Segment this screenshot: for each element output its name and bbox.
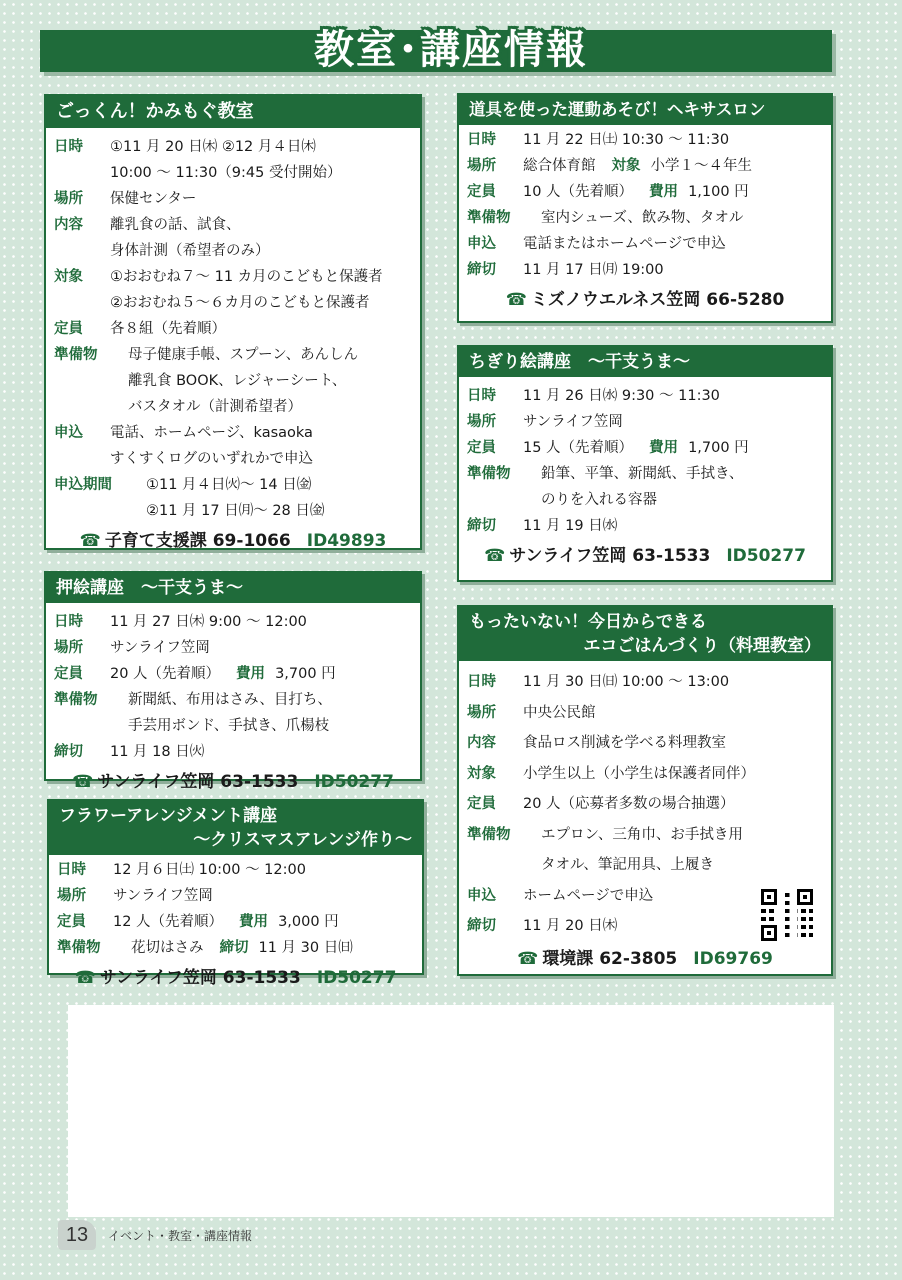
detail-value bbox=[523, 231, 823, 257]
detail-line: 各８組（先着順） bbox=[110, 321, 226, 337]
detail-label: 日時 bbox=[467, 132, 496, 148]
detail-extra-label: 対象 bbox=[611, 158, 641, 174]
detail-value bbox=[523, 728, 823, 759]
section-name: イベント・教室・講座情報 bbox=[108, 1228, 253, 1243]
detail-label: 締切 bbox=[467, 518, 496, 534]
detail-line: ①おおむね７～ 11 カ月のこどもと保護者 bbox=[110, 269, 383, 285]
detail-extra-label: 費用 bbox=[649, 440, 679, 456]
detail-line: 11 月 26 日㈬ 9:30 ～ 11:30 bbox=[523, 388, 720, 404]
course-title bbox=[49, 801, 422, 855]
detail-label: 場所 bbox=[54, 191, 83, 207]
detail-row bbox=[467, 435, 823, 461]
detail-value bbox=[523, 153, 823, 179]
detail-line: ②おおむね５～６カ月のこどもと保護者 bbox=[110, 295, 370, 311]
detail-line: 20 人（先着順） bbox=[110, 666, 221, 682]
course-title-main: フラワーアレンジメント講座 bbox=[59, 806, 278, 826]
detail-line: 新聞紙、布用はさみ、目打ち、 bbox=[128, 692, 332, 708]
detail-label: 定員 bbox=[467, 796, 496, 812]
detail-label: 場所 bbox=[467, 414, 496, 430]
detail-label: 場所 bbox=[467, 158, 496, 174]
detail-label: 準備物 bbox=[54, 692, 98, 708]
detail-label: 対象 bbox=[54, 269, 83, 285]
detail-line: 母子健康手帳、スプーン、あんしん bbox=[128, 347, 359, 363]
detail-line: 10 人（先着順） bbox=[523, 184, 634, 200]
course-details bbox=[459, 377, 831, 571]
detail-extra-value: 11 月 30 日㈰ bbox=[258, 940, 353, 956]
course-id: ID50277 bbox=[316, 968, 397, 988]
course-id: ID49893 bbox=[306, 531, 387, 551]
detail-value bbox=[523, 179, 823, 205]
detail-row bbox=[54, 134, 412, 186]
detail-row bbox=[57, 935, 414, 961]
course-id: ID50277 bbox=[314, 772, 394, 792]
detail-row bbox=[57, 883, 414, 909]
detail-row bbox=[467, 667, 823, 698]
detail-line: バスタオル（計測希望者） bbox=[128, 399, 302, 415]
detail-extra-value: 小学１～４年生 bbox=[650, 158, 752, 174]
detail-line: 電話またはホームページで申込 bbox=[523, 236, 726, 252]
detail-extra-value: 3,000 円 bbox=[278, 914, 339, 930]
detail-value bbox=[131, 935, 414, 961]
course-details bbox=[46, 128, 420, 556]
detail-label: 定員 bbox=[467, 440, 496, 456]
detail-row bbox=[54, 661, 412, 687]
detail-line: 小学生以上（小学生は保護者同伴） bbox=[523, 765, 755, 782]
detail-value bbox=[110, 609, 412, 635]
detail-label: 対象 bbox=[467, 765, 496, 782]
detail-line: 中央公民館 bbox=[523, 704, 596, 721]
detail-label: 定員 bbox=[467, 184, 496, 200]
detail-value bbox=[523, 409, 823, 435]
detail-row bbox=[467, 383, 823, 409]
contact-line bbox=[54, 526, 412, 556]
course-subtitle: エコごはんづくり（料理教室） bbox=[583, 636, 821, 656]
course-box-eco bbox=[457, 605, 833, 976]
detail-value bbox=[523, 698, 823, 729]
detail-extra-value: 1,100 円 bbox=[688, 184, 749, 200]
detail-value bbox=[110, 134, 412, 186]
course-box-oshie bbox=[44, 571, 422, 792]
detail-extra-value: 1,700 円 bbox=[688, 440, 749, 456]
detail-value bbox=[110, 635, 412, 661]
detail-row bbox=[54, 472, 412, 524]
detail-value bbox=[113, 883, 414, 909]
detail-value bbox=[541, 461, 823, 513]
detail-label: 日時 bbox=[467, 674, 496, 690]
detail-line: 離乳食 BOOK、レジャーシート、 bbox=[128, 373, 347, 389]
detail-line: 電話、ホームページ、kasaoka bbox=[110, 425, 313, 441]
detail-value bbox=[523, 127, 823, 153]
course-subtitle: ～クリスマスアレンジ作り～ bbox=[193, 830, 412, 850]
course-box-flower bbox=[47, 799, 424, 988]
detail-line: 花切はさみ bbox=[131, 940, 204, 956]
contact-line bbox=[467, 944, 823, 974]
detail-label: 内容 bbox=[467, 735, 496, 751]
detail-line: 食品ロス削減を学べる料理教室 bbox=[523, 735, 726, 751]
course-box-chigiri bbox=[457, 345, 833, 582]
detail-line: 11 月 20 日㈭ bbox=[523, 918, 618, 934]
phone-icon: ☎ bbox=[517, 948, 539, 969]
course-id: ID50277 bbox=[726, 546, 806, 566]
detail-row bbox=[57, 909, 414, 935]
contact-text[interactable]: サンライフ笠岡 63-1533 bbox=[99, 968, 301, 988]
detail-label: 申込 bbox=[467, 887, 496, 904]
detail-line: サンライフ笠岡 bbox=[523, 414, 623, 430]
detail-extra-label: 費用 bbox=[239, 914, 269, 930]
detail-line: 15 人（先着順） bbox=[523, 440, 634, 456]
detail-label: 締切 bbox=[467, 262, 496, 278]
detail-row bbox=[54, 687, 412, 739]
detail-line: サンライフ笠岡 bbox=[110, 640, 210, 656]
detail-extra-label: 費用 bbox=[649, 184, 679, 200]
course-details bbox=[46, 603, 420, 797]
detail-label: 日時 bbox=[57, 862, 86, 878]
detail-row bbox=[54, 212, 412, 264]
detail-line: タオル、筆記用具、上履き bbox=[541, 857, 714, 873]
contact-line bbox=[54, 767, 412, 797]
detail-row bbox=[467, 820, 823, 881]
detail-value bbox=[113, 909, 414, 935]
detail-line: すくすくログのいずれかで申込 bbox=[110, 451, 313, 467]
detail-row bbox=[467, 728, 823, 759]
course-details bbox=[459, 125, 831, 315]
detail-row bbox=[54, 186, 412, 212]
detail-line: ①11 月 20 日㈭ ②12 月４日㈭ bbox=[110, 139, 316, 155]
detail-row bbox=[467, 205, 823, 231]
detail-label: 申込期間 bbox=[54, 477, 112, 493]
detail-value bbox=[128, 342, 412, 420]
detail-value bbox=[523, 257, 823, 283]
course-title: 道具を使った運動あそび！ヘキサスロン bbox=[459, 95, 831, 125]
detail-row bbox=[467, 179, 823, 205]
page-title: 教室･講座情報 bbox=[314, 27, 588, 73]
detail-line: 11 月 19 日㈬ bbox=[523, 518, 618, 534]
detail-row bbox=[57, 857, 414, 883]
detail-label: 場所 bbox=[57, 888, 86, 904]
detail-line: 10:00 ～ 11:30（9:45 受付開始） bbox=[110, 165, 342, 181]
detail-value bbox=[523, 513, 823, 539]
detail-line: 11 月 30 日㈰ 10:00 ～ 13:00 bbox=[523, 674, 730, 690]
detail-label: 準備物 bbox=[467, 466, 511, 482]
detail-line: 総合体育館 bbox=[523, 158, 596, 174]
detail-line: 保健センター bbox=[110, 191, 197, 207]
course-title: 押絵講座 ～干支うま～ bbox=[46, 573, 420, 603]
detail-label: 準備物 bbox=[467, 210, 511, 226]
detail-value bbox=[523, 759, 823, 790]
detail-value bbox=[523, 435, 823, 461]
detail-row bbox=[54, 609, 412, 635]
detail-line: のりを入れる容器 bbox=[541, 492, 657, 508]
detail-label: 場所 bbox=[54, 640, 83, 656]
detail-line: 20 人（応募者多数の場合抽選） bbox=[523, 796, 735, 812]
detail-label: 日時 bbox=[54, 139, 83, 155]
contact-line bbox=[467, 285, 823, 315]
detail-value bbox=[110, 420, 412, 472]
course-title: ちぎり絵講座 ～干支うま～ bbox=[459, 347, 831, 377]
detail-line: 12 人（先着順） bbox=[113, 914, 224, 930]
detail-extra-label: 締切 bbox=[219, 940, 249, 956]
detail-line: 11 月 17 日㈪ 19:00 bbox=[523, 262, 664, 278]
detail-row bbox=[54, 316, 412, 342]
page-number: 13 bbox=[58, 1220, 96, 1250]
detail-label: 準備物 bbox=[467, 826, 511, 843]
detail-line: 12 月６日㈯ 10:00 ～ 12:00 bbox=[113, 862, 306, 878]
detail-extra-value: 3,700 円 bbox=[275, 666, 336, 682]
course-id: ID69769 bbox=[693, 948, 773, 969]
contact-text[interactable]: 子育て支援課 69-1066 bbox=[104, 531, 291, 551]
detail-value bbox=[146, 472, 412, 524]
detail-value bbox=[541, 820, 823, 881]
detail-line: 室内シューズ、飲み物、タオル bbox=[541, 210, 744, 226]
detail-label: 申込 bbox=[467, 236, 496, 252]
detail-label: 場所 bbox=[467, 704, 496, 721]
course-title: ごっくん！かみもぐ教室 bbox=[46, 96, 420, 128]
phone-icon: ☎ bbox=[72, 772, 94, 792]
detail-line: サンライフ笠岡 bbox=[113, 888, 213, 904]
detail-label: 定員 bbox=[57, 914, 86, 930]
detail-line: ①11 月４日㈫～ 14 日㈮ bbox=[146, 477, 312, 493]
detail-value bbox=[110, 212, 412, 264]
detail-line: エプロン、三角巾、お手拭き用 bbox=[541, 826, 743, 843]
course-box-gokkun bbox=[44, 94, 422, 550]
detail-label: 内容 bbox=[54, 217, 83, 233]
phone-icon: ☎ bbox=[74, 968, 96, 988]
detail-line: 身体計測（希望者のみ） bbox=[110, 243, 270, 259]
detail-row bbox=[467, 461, 823, 513]
detail-row bbox=[467, 698, 823, 729]
detail-row bbox=[54, 264, 412, 316]
detail-row bbox=[54, 635, 412, 661]
detail-label: 定員 bbox=[54, 666, 83, 682]
contact-line bbox=[57, 963, 414, 993]
course-title-main: もったいない！今日からできる bbox=[469, 612, 707, 632]
detail-value bbox=[541, 205, 823, 231]
detail-label: 準備物 bbox=[54, 347, 98, 363]
detail-row bbox=[467, 513, 823, 539]
detail-label: 定員 bbox=[54, 321, 83, 337]
detail-row bbox=[54, 342, 412, 420]
detail-value bbox=[110, 316, 412, 342]
detail-row bbox=[467, 153, 823, 179]
detail-line: 鉛筆、平筆、新聞紙、手拭き、 bbox=[541, 466, 744, 482]
detail-line: 11 月 22 日㈯ 10:30 ～ 11:30 bbox=[523, 132, 730, 148]
detail-row bbox=[54, 420, 412, 472]
detail-line: 手芸用ボンド、手拭き、爪楊枝 bbox=[128, 718, 330, 734]
detail-row bbox=[467, 409, 823, 435]
detail-line: 離乳食の話、試食、 bbox=[110, 217, 241, 233]
phone-icon: ☎ bbox=[484, 546, 506, 566]
detail-line: 11 月 27 日㈭ 9:00 ～ 12:00 bbox=[110, 614, 307, 630]
detail-value bbox=[110, 739, 412, 765]
detail-line: 11 月 18 日㈫ bbox=[110, 744, 205, 760]
detail-label: 日時 bbox=[54, 614, 83, 630]
detail-row bbox=[467, 789, 823, 820]
detail-label: 申込 bbox=[54, 425, 83, 441]
detail-line: ホームページで申込 bbox=[523, 887, 654, 904]
detail-value bbox=[110, 186, 412, 212]
detail-value bbox=[110, 264, 412, 316]
detail-value bbox=[523, 789, 823, 820]
contact-text[interactable]: 環境課 62-3805 bbox=[542, 948, 678, 969]
contact-text[interactable]: サンライフ笠岡 63-1533 bbox=[509, 546, 711, 566]
phone-icon: ☎ bbox=[505, 290, 527, 310]
detail-label: 準備物 bbox=[57, 940, 101, 956]
detail-value bbox=[110, 661, 412, 687]
course-title bbox=[459, 607, 831, 661]
detail-row bbox=[467, 231, 823, 257]
contact-line bbox=[467, 541, 823, 571]
detail-line: ②11 月 17 日㈪～ 28 日㈮ bbox=[146, 503, 325, 519]
course-box-hekisa bbox=[457, 93, 833, 323]
detail-row bbox=[467, 759, 823, 790]
course-details bbox=[49, 855, 422, 993]
detail-row bbox=[54, 739, 412, 765]
qr-code[interactable] bbox=[761, 889, 813, 941]
page-footer bbox=[58, 1218, 252, 1252]
detail-label: 締切 bbox=[54, 744, 83, 760]
detail-row bbox=[467, 127, 823, 153]
detail-label: 締切 bbox=[467, 918, 496, 934]
contact-text[interactable]: サンライフ笠岡 63-1533 bbox=[97, 772, 299, 792]
detail-row bbox=[467, 257, 823, 283]
blank-area bbox=[68, 1005, 834, 1217]
detail-label: 日時 bbox=[467, 388, 496, 404]
detail-value bbox=[113, 857, 414, 883]
detail-value bbox=[128, 687, 412, 739]
contact-text[interactable]: ミズノウエルネス笠岡 66-5280 bbox=[530, 290, 785, 310]
phone-icon: ☎ bbox=[79, 531, 101, 551]
detail-extra-label: 費用 bbox=[236, 666, 266, 682]
detail-value bbox=[523, 667, 823, 698]
detail-value bbox=[523, 383, 823, 409]
